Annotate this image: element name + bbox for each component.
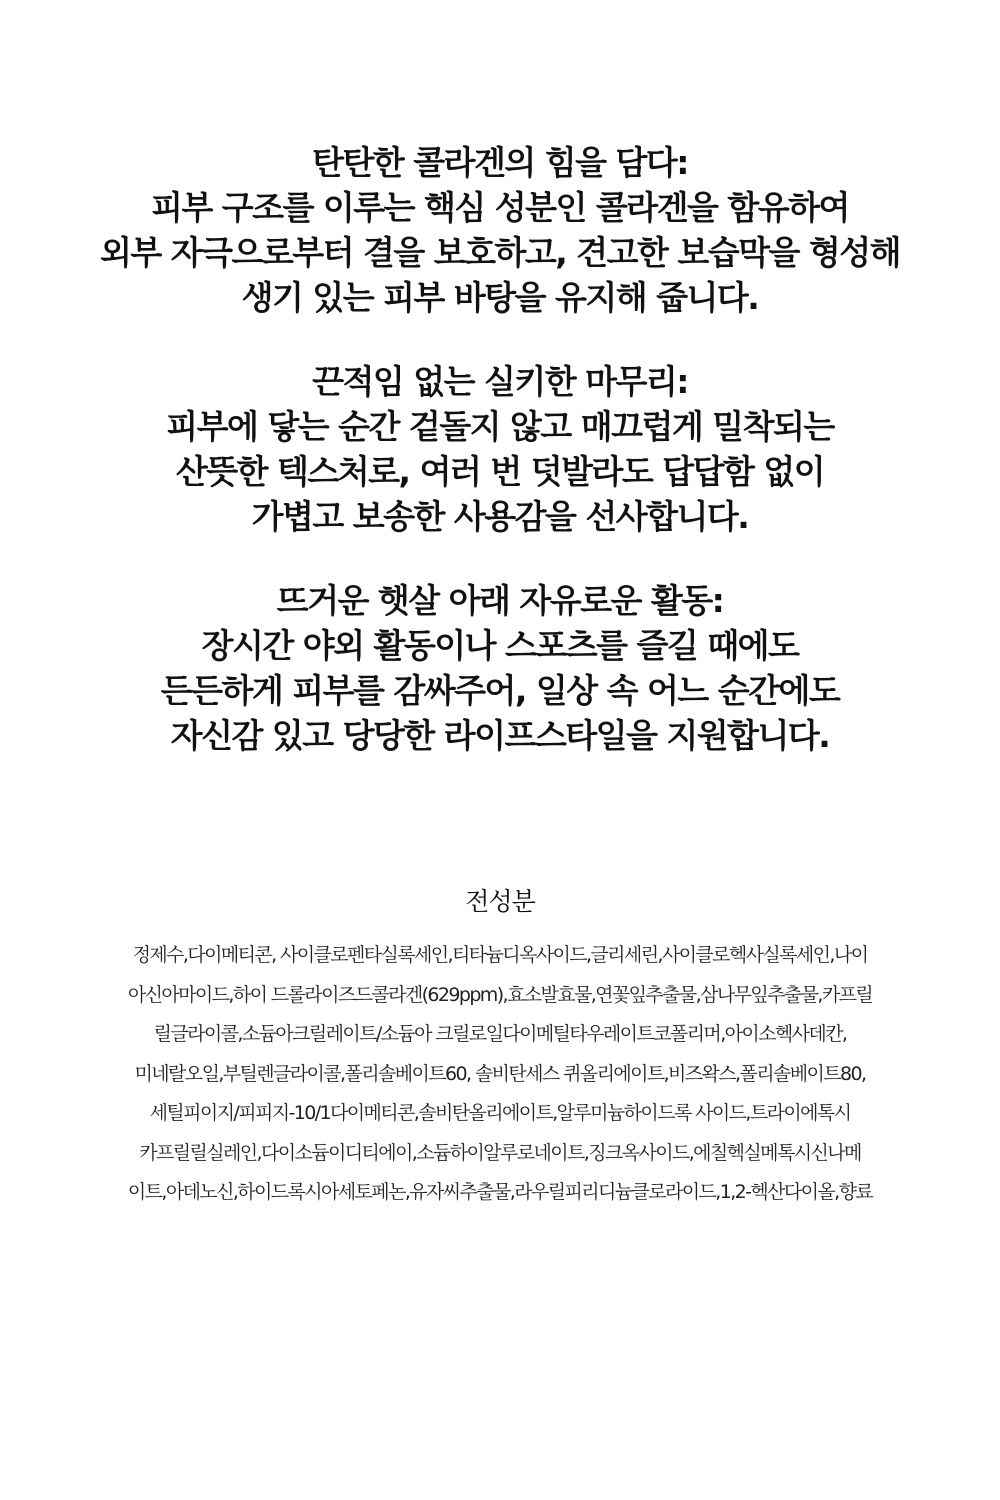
ingredients-title: 전성분 bbox=[465, 887, 535, 916]
feature-text-line: 가볍고 보송한 사용감을 선사합니다. bbox=[251, 497, 749, 536]
ingredients-text-line: 릴글라이콜,소듐아크릴레이트/소듐아 크릴로일다이메틸타우레이트코폴리머,아이소헥사데칸, bbox=[153, 1023, 847, 1045]
ingredients-text-line: 미네랄오일,부틸렌글라이콜,폴리솔베이트60, 솔비탄세스 퀴올리에이트,비즈왁스,폴리솔베이트80, bbox=[134, 1062, 866, 1085]
feature-text-line: 장시간 야외 활동이나 스포츠를 즐길 때에도 bbox=[201, 626, 799, 665]
feature-text-line: 생기 있는 피부 바탕을 유지해 줍니다. bbox=[241, 278, 759, 317]
feature-outdoor-activity bbox=[0, 578, 1000, 758]
feature-heading: 뜨거운 햇살 아래 자유로운 활동: bbox=[276, 581, 724, 620]
feature-text-line: 든든하게 피부를 감싸주어, 일상 속 어느 순간에도 bbox=[160, 671, 840, 710]
ingredients-text-line: 아신아마이드,하이 드롤라이즈드콜라겐(629ppm),효소발효물,연꽃잎추출물,삼나무잎추출물,카프릴 bbox=[127, 983, 873, 1006]
ingredients-text-line: 이트,아데노신,하이드록시아세토페논,유자씨추출물,라우릴피리디늄클로라이드,1,2-헥산다이올,향료 bbox=[127, 1181, 873, 1203]
feature-collagen bbox=[0, 140, 1000, 320]
feature-text-line: 산뜻한 텍스처로, 여러 번 덧발라도 답답함 없이 bbox=[175, 452, 825, 491]
feature-text-line: 피부에 닿는 순간 겉돌지 않고 매끄럽게 밀착되는 bbox=[166, 407, 834, 446]
feature-text-line: 외부 자극으로부터 결을 보호하고, 견고한 보습막을 형성해 bbox=[99, 233, 901, 272]
feature-descriptions bbox=[0, 140, 1000, 797]
feature-text-line: 자신감 있고 당당한 라이프스타일을 지원합니다. bbox=[170, 716, 830, 755]
ingredients-text-line: 카프릴릴실레인,다이소듐이디티에이,소듐하이알루로네이트,징크옥사이드,에칠헥실메톡시신나메 bbox=[139, 1141, 861, 1164]
ingredients-section bbox=[0, 882, 1000, 1213]
feature-text-line: 피부 구조를 이루는 핵심 성분인 콜라겐을 함유하여 bbox=[151, 188, 849, 227]
feature-heading: 끈적임 없는 실키한 마무리: bbox=[312, 362, 688, 401]
feature-silky-finish bbox=[0, 359, 1000, 539]
ingredients-text-line: 세틸피이지/피피지-10/1다이메티콘,솔비탄올리에이트,알루미늄하이드록 사이드,트라이에톡시 bbox=[149, 1102, 851, 1124]
ingredients-text-line: 정제수,다이메티콘, 사이클로펜타실록세인,티타늄디옥사이드,글리세린,사이클로헥사실록세인,나이 bbox=[132, 944, 868, 966]
feature-heading: 탄탄한 콜라겐의 힘을 담다: bbox=[312, 143, 688, 182]
